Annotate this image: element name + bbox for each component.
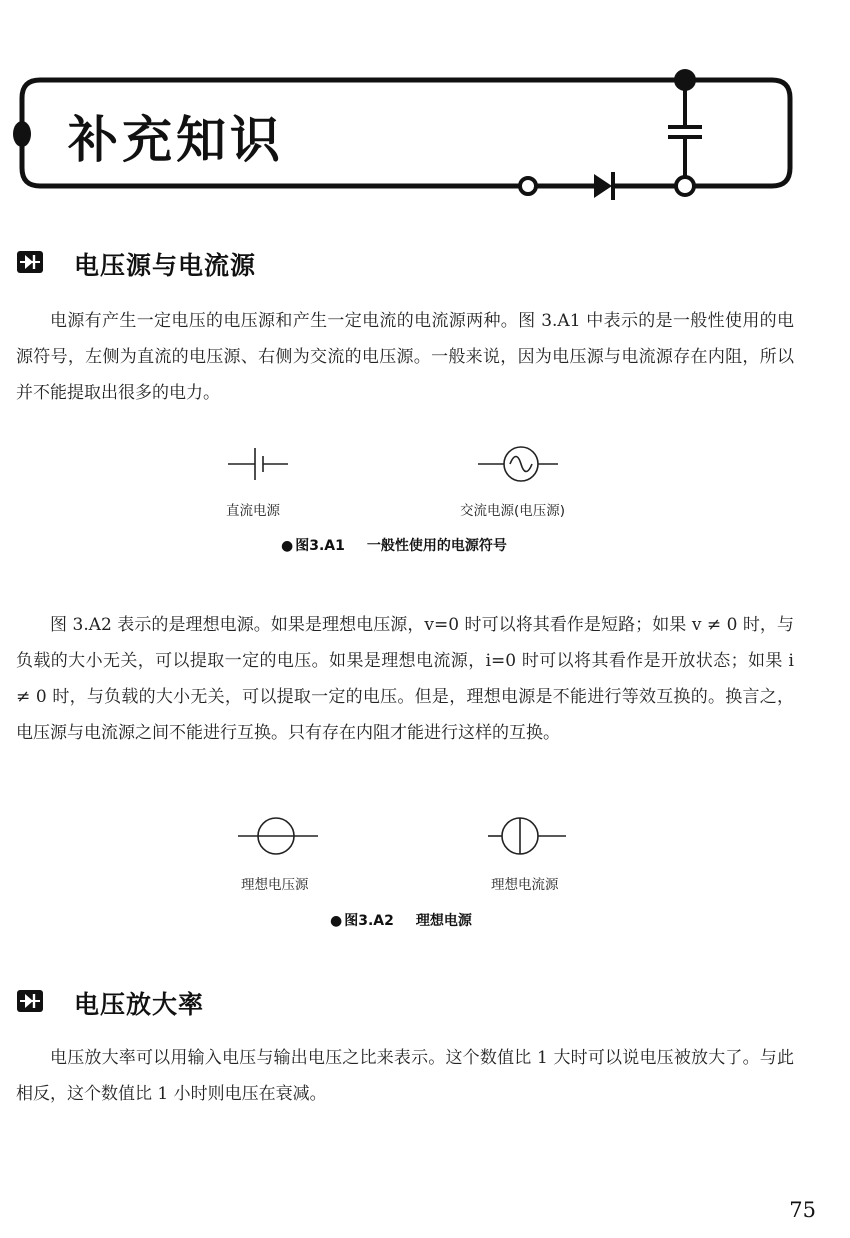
section-title: 电压放大率 (74, 990, 205, 1019)
banner-title: 补充知识 (68, 111, 284, 169)
ac-source-icon (478, 447, 558, 481)
figure-caption-3a1: ● 图3.A1 一般性使用的电源符号 (281, 538, 507, 554)
bullet-icon: ● (330, 913, 343, 929)
diode-icon (594, 172, 613, 200)
diode-icon (16, 250, 44, 274)
figure-caption-3a2: ● 图3.A2 理想电源 (330, 913, 472, 929)
section-paragraph: 电压放大率可以用输入电压与输出电压之比来表示。这个数值比 1 大时可以说电压被放大了。与此相反，这个数值比 1 小时则电压在衰减。 (16, 1048, 794, 1104)
section-paragraph: 电源有产生一定电压的电压源和产生一定电流的电流源两种。图 3.A1 中表示的是一般性使用的电源符号，左侧为直流的电压源、右侧为交流的电压源。一般来说，因为电压源与电流源存在内阻，所以并不能提取出很多的电力。 (16, 311, 794, 403)
ideal-voltage-source-icon (238, 818, 318, 854)
dc-source-icon (228, 448, 288, 480)
figure-label-ideal-voltage: 理想电压源 (241, 877, 309, 893)
bullet-icon: ● (281, 538, 294, 554)
figure-3a2-symbols (230, 812, 580, 862)
open-terminal-icon (676, 177, 694, 195)
figure-label-ideal-current: 理想电流源 (491, 877, 559, 893)
diode-icon (16, 989, 44, 1013)
open-terminal-icon (520, 178, 536, 194)
page-number: 75 (789, 1198, 816, 1222)
section-paragraph: 图 3.A2 表示的是理想电源。如果是理想电压源，v=0 时可以将其看作是短路；如果 v ≠ 0 时，与负载的大小无关，可以提取一定的电压。如果是理想电流源，i=0 时可以将其看作是开放状态；如果 i ≠ 0 时，与负载的大小无关，可以提取一定的电压。但是，理想电源是不能进行等效互换的。换言之，电压源与电流源之间不能进行互换。只有存在内阻才能进行这样的互换。 (16, 615, 794, 743)
terminal-dot-icon (13, 121, 31, 147)
section-title: 电压源与电流源 (74, 251, 257, 280)
figure-label-ac: 交流电源(电压源) (460, 503, 566, 519)
figure-3a1-symbols (220, 436, 580, 496)
figure-label-dc: 直流电源 (226, 503, 280, 519)
ideal-current-source-icon (488, 818, 566, 854)
